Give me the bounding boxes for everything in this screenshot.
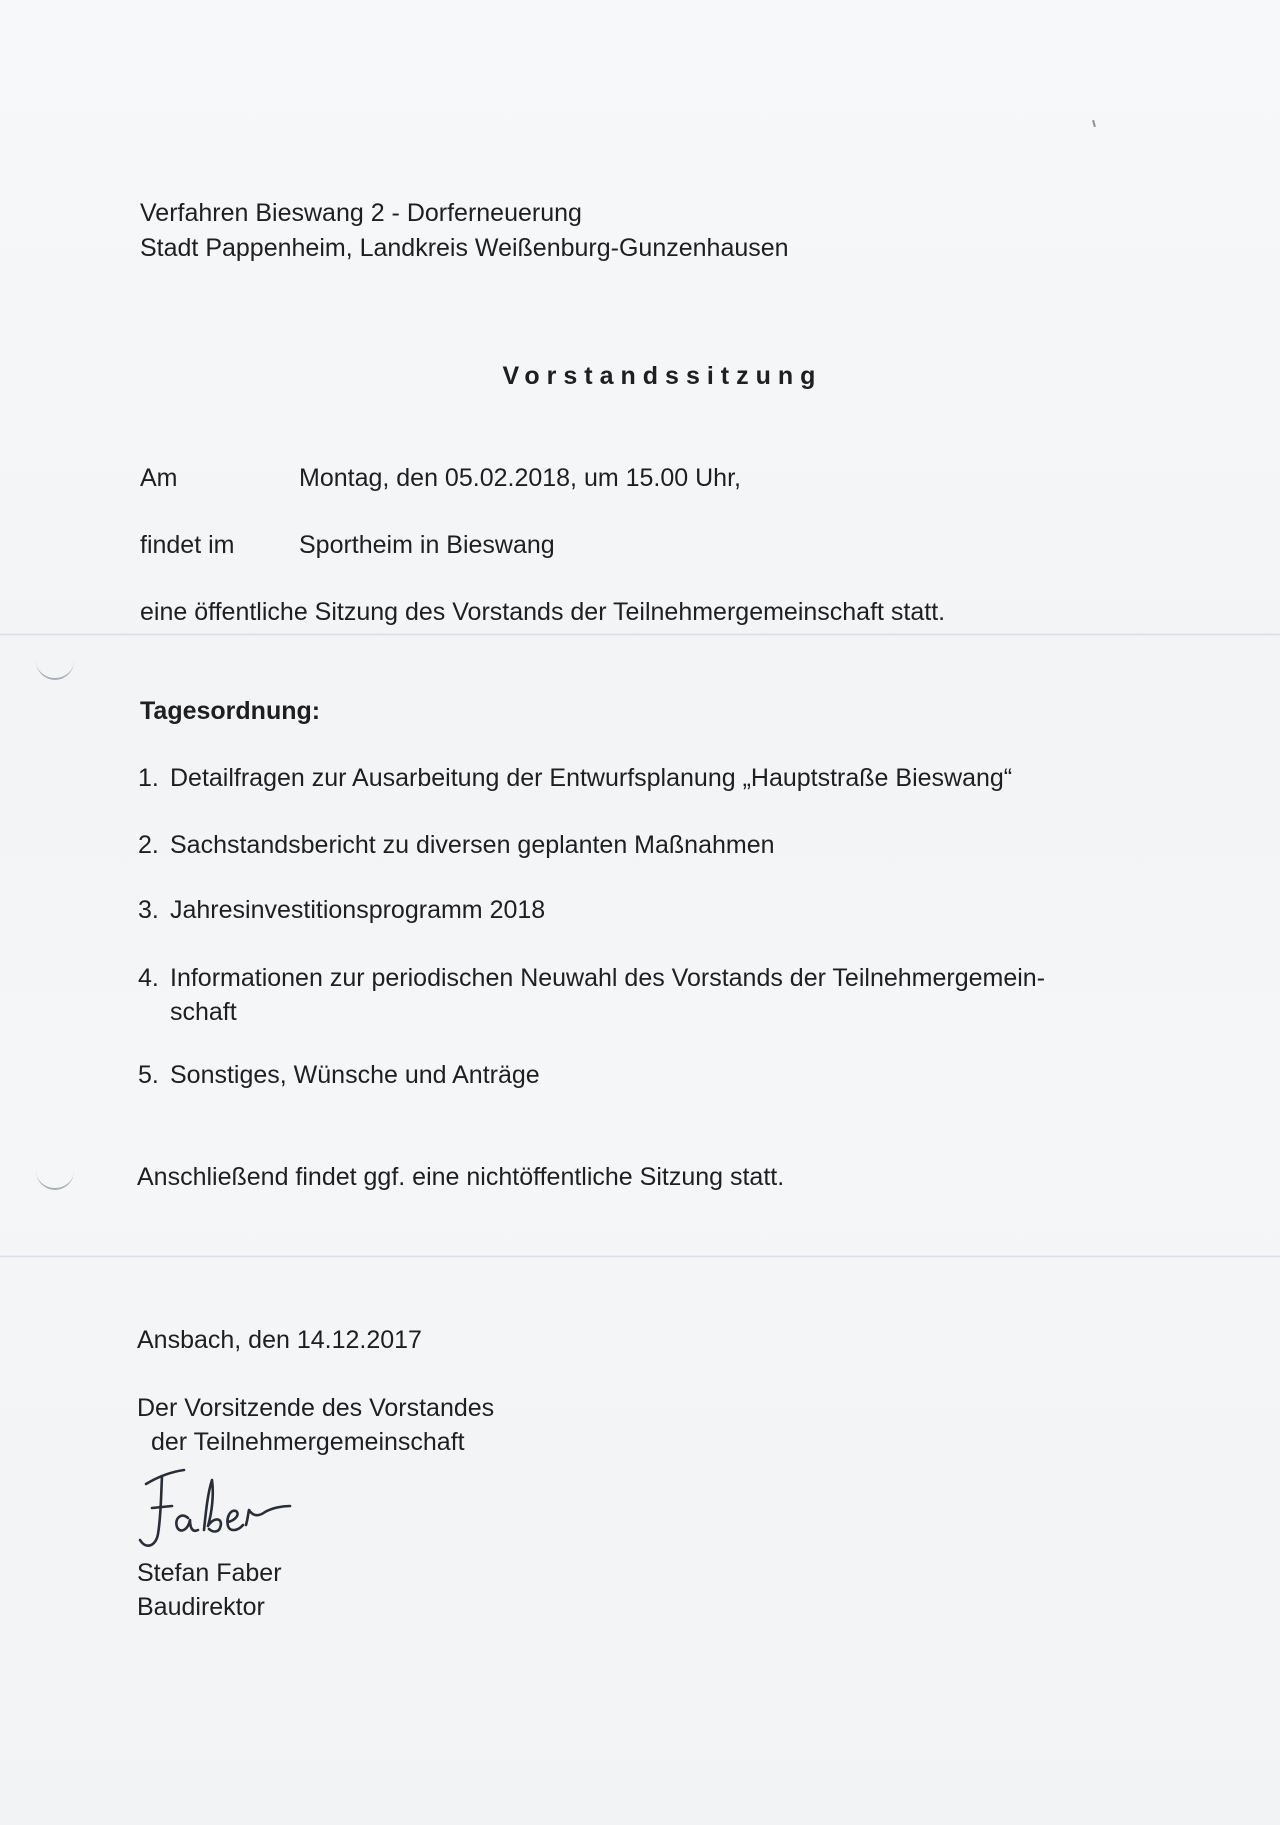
agenda-item [138,761,1012,795]
agenda-item-number: 3. [138,896,159,924]
agenda-item [138,893,545,927]
paper-speck [1092,120,1096,127]
agenda-item-number: 2. [138,831,159,859]
agenda-item [138,828,775,862]
place-and-date: Ansbach, den 14.12.2017 [137,1326,422,1354]
punch-hole-mark [36,656,74,680]
signatory-role: Der Vorsitzende des Vorstandes [137,1394,495,1422]
date-label: Am [140,464,178,492]
agenda-item-text: Sachstandsbericht zu diversen geplanten Maßnahmen [170,831,775,859]
paper-fold-line [0,633,1280,636]
meeting-place: Sportheim in Bieswang [299,531,555,559]
signatory-position: Baudirektor [137,1593,265,1621]
signatory-role: der Teilnehmergemeinschaft [151,1428,465,1456]
agenda-item-number: 4. [138,964,159,992]
agenda-item-text: Informationen zur periodischen Neuwahl des Vorstands der Teilnehmergemein- [170,964,1046,992]
agenda-heading: Tagesordnung: [140,697,321,725]
paper-fold-line [0,1255,1280,1258]
signatory-name: Stefan Faber [137,1559,282,1587]
agenda-item-text: Jahresinvestitionsprogramm 2018 [170,896,546,924]
handwritten-signature [132,1460,302,1555]
agenda-item-text: Sonstiges, Wünsche und Anträge [170,1061,540,1089]
place-label: findet im [140,531,235,559]
agenda-item-text-continuation: schaft [170,998,237,1026]
agenda-item-number: 5. [138,1061,159,1089]
punch-hole-mark [36,1166,74,1190]
meeting-date: Montag, den 05.02.2018, um 15.00 Uhr, [299,464,741,492]
agenda-item-number: 1. [138,764,159,792]
agenda-item [138,1058,540,1092]
agenda-item-text: Detailfragen zur Ausarbeitung der Entwurfsplanung „Hauptstraße Bieswang“ [170,764,1013,792]
agenda-item [138,961,1045,1029]
header-line-procedure: Verfahren Bieswang 2 - Dorferneuerung [140,199,582,227]
header-line-municipality: Stadt Pappenheim, Landkreis Weißenburg-Gunzenhausen [140,234,789,262]
closing-note: Anschließend findet ggf. eine nichtöffentliche Sitzung statt. [137,1163,785,1191]
document-title: Vorstandssitzung [502,362,823,390]
meeting-statement: eine öffentliche Sitzung des Vorstands der Teilnehmergemeinschaft statt. [140,598,946,626]
